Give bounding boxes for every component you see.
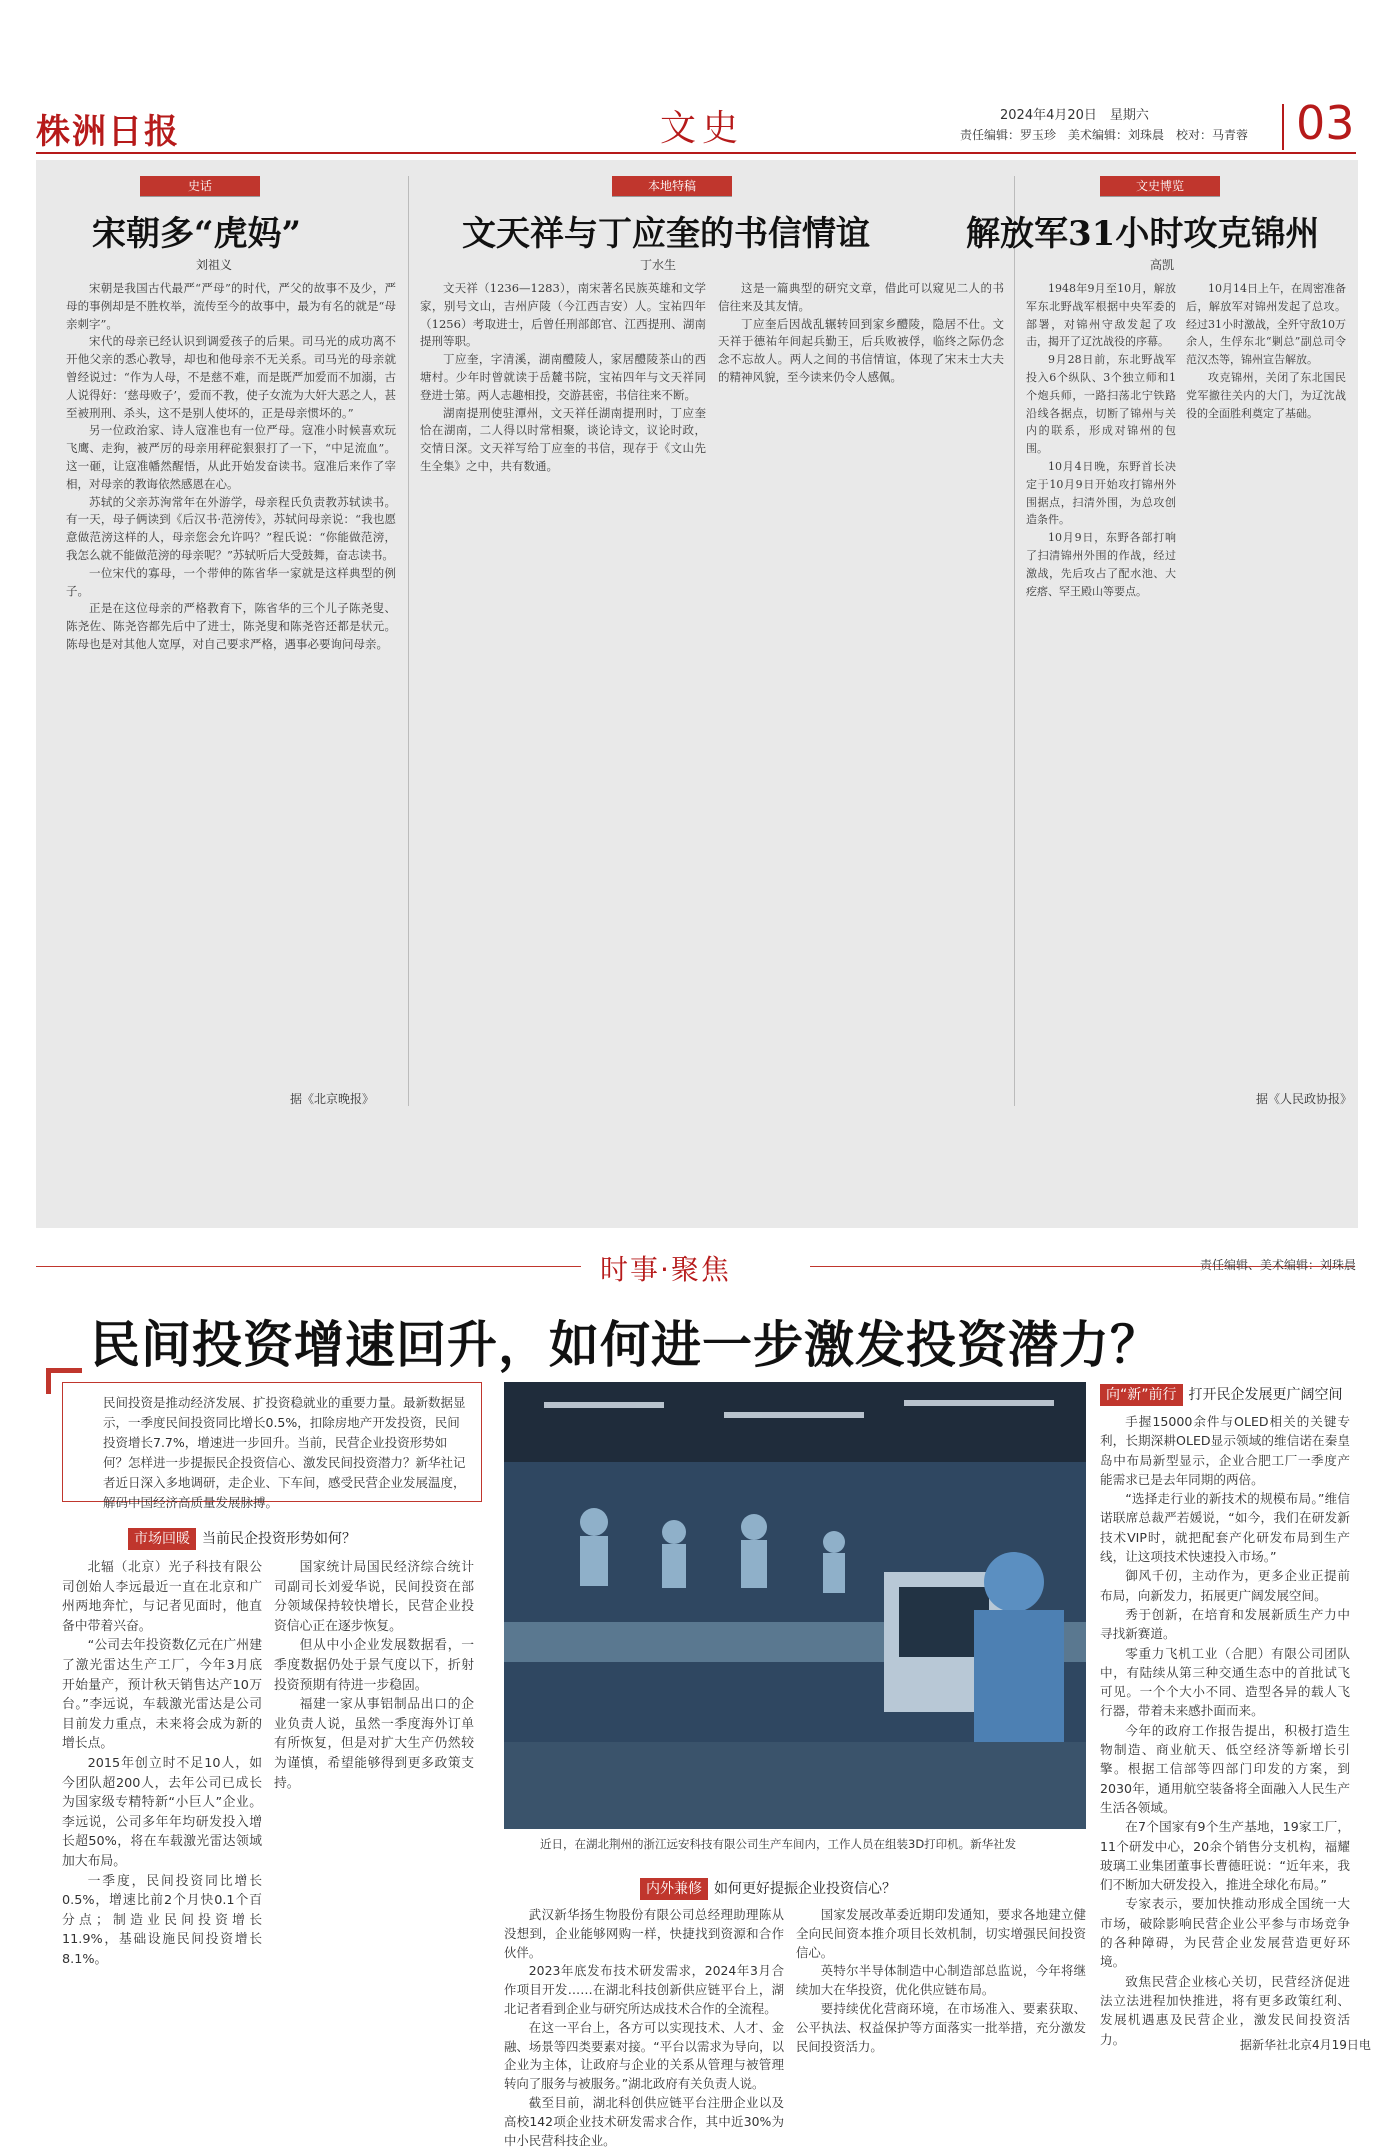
tag-underline [1100,196,1220,197]
article-source-3: 据《人民政协报》 [1256,1092,1353,1106]
issue-date: 2024年4月20日 星期六 [1000,108,1149,123]
news-headline: 民间投资增速回升，如何进一步激发投资潜力？ [90,1316,1161,1374]
article-body-2b [718,280,1004,1100]
paragraph: 专家表示，要加快推动形成全国统一大市场，破除影响民营企业公平参与市场竞争的各种障碍，为民营企业发展营造更好环境。 [1100,1896,1350,1970]
factory-photo-illustration [504,1382,1086,1829]
paragraph: 在7个国家有9个生产基地，19家工厂，11个研发中心，20余个销售分支机构，福耀玻璃工业集团董事长曹德旺说：“近年来，我们不断加大研发投入，推进全球化布局。” [1100,1819,1350,1893]
article-source-1: 据《北京晚报》 [290,1092,375,1106]
paragraph: 截至目前，湖北科创供应链平台注册企业以及高校142项企业技术研发需求合作，其中近30%为中小民营科技企业。 [504,2094,784,2148]
paragraph: 2015年创立时不足10人，如今团队超200人，去年公司已成长为国家级专精特新“小巨人”企业。李远说，公司多年年均研发投入增长超50%，将在车载激光雷达领域加大布局。 [62,1755,262,1869]
paragraph: 要持续优化营商环境，在市场准入、要素获取、公平执法、权益保护等方面落实一批举措，充分激发民间投资活力。 [796,2000,1086,2054]
paragraph: 在这一平台上，各方可以实现技术、人才、金融、场景等四类要素对接。“平台以需求为导向，以企业为主体，让政府与企业的关系从管理与被管理转向了服务与被服务。”湖北政府有关负责人说。 [504,2019,784,2092]
column-rule [1014,176,1015,1106]
paragraph: 丁应奎，字清溪，湖南醴陵人，家居醴陵茶山的西塘村。少年时曾就读于岳麓书院，宝祐四年与文天祥同登进士第。两人志趣相投，交游甚密，书信往来不断。 [420,352,706,402]
subhead-tag: 内外兼修 [640,1878,708,1900]
paragraph: 国家统计局国民经济综合统计司副司长刘爱华说，民间投资在部分领域保持较快增长，民营企业投资信心正在逐步恢复。 [274,1560,474,1634]
paragraph: 今年的政府工作报告提出，积极打造生物制造、商业航天、低空经济等新增长引擎。根据工信部等四部门印发的方案，到2030年，通用航空装备将全面融入人民生产生活各领域。 [1100,1722,1350,1815]
paragraph: 英特尔半导体制造中心制造部总监说，今年将继续加大在华投资，优化供应链布局。 [796,1963,1086,1998]
factory-photo [504,1382,1086,1829]
article-body-1 [66,280,396,1080]
page-number-divider [1282,104,1284,150]
article-headline-2: 文天祥与丁应奎的书信情谊 [462,214,870,254]
article-author-2: 丁水生 [640,258,677,272]
paragraph: 零重力飞机工业（合肥）有限公司团队中，有陆续从第三种交通生态中的首批试飞可见。一个个大小不同、造型各异的载人飞行器，带着未来感扑面而来。 [1100,1645,1350,1719]
news-body-2b [796,1906,1086,2056]
news-body-1b [274,1558,474,2048]
paragraph: 秀于创新，在培育和发展新质生产力中寻找新赛道。 [1100,1606,1350,1642]
subhead-tag: 向“新”前行 [1100,1384,1183,1406]
subhead-title: 打开民企发展更广阔空间 [1188,1387,1343,1403]
paragraph: 宋朝是我国古代最严“严母”的时代，严父的故事不及少，严母的事例却是不胜枚举，流传至今的故事中，最为有名的就是“母亲刺字”。 [66,281,396,331]
paragraph: 国家发展改革委近期印发通知，要求各地建立健全向民间资本推介项目长效机制，切实增强民间投资信心。 [796,1907,1086,1960]
section-title: 文史 [660,108,745,149]
paragraph: 手握15000余件与OLED相关的关键专利，长期深耕OLED显示领域的维信诺在秦皇岛中布局新型显示，企业合肥工厂一季度产能需求已是去年同期的两倍。 [1100,1414,1350,1487]
paragraph: 这是一篇典型的研究文章，借此可以窥见二人的书信往来及其友情。 [718,281,1004,313]
paragraph: 1948年9月至10月，解放军东北野战军根据中央军委的部署，对锦州守敌发起了攻击，揭开了辽沈战役的序幕。 [1026,282,1176,349]
masthead-rule [36,152,1356,154]
news-source-dateline: 据新华社北京4月19日电 [1240,2038,1371,2052]
paragraph: 但从中小企业发展数据看，一季度数据仍处于景气度以下，折射投资预期有待进一步稳固。 [274,1638,474,1693]
article-body-2a [420,280,706,1100]
paragraph: 湖南提刑使驻潭州，文天祥任湖南提刑时，丁应奎恰在湖南，二人得以时常相聚，谈论诗文，议论时政，交情日深。文天祥写给丁应奎的书信，现存于《文山先生全集》之中，共有数通。 [420,405,706,473]
paragraph: 丁应奎后因战乱辗转回到家乡醴陵，隐居不仕。文天祥于德祐年间起兵勤王，后兵败被俘，临终之际仍念念不忘故人。两人之间的书信情谊，体现了宋末士大夫的精神风貌，至今读来仍令人感佩。 [718,316,1004,384]
column-rule [408,176,409,1106]
paragraph: 9月28日前，东北野战军投入6个纵队、3个独立师和1个炮兵师，一路扫荡北宁铁路沿线各据点，切断了锦州与关内的联系，形成对锦州的包围。 [1026,353,1176,456]
paragraph: 福建一家从事铝制品出口的企业负责人说，虽然一季度海外订单有所恢复，但是对扩大生产仍然较为谨慎，希望能够得到更多政策支持。 [274,1697,474,1791]
subhead-title: 如何更好提振企业投资信心？ [714,1881,896,1897]
paragraph: 正是在这位母亲的严格教育下，陈省华的三个儿子陈尧叟、陈尧佐、陈尧咨都先后中了进士，陈尧叟和陈尧咨还都是状元。陈母也是对其他人宽厚，对自己要求严格，遇事必要询问母亲。 [66,601,396,651]
news-lead-box: 民间投资是推动经济发展、扩投资稳就业的重要力量。最新数据显示，一季度民间投资同比增长0.5%，扣除房地产开发投资，民间投资增长7.7%，增速进一步回升。当前，民营企业投资形势如何？怎样进一步提振民企投资信心、激发民间投资潜力？新华社记者近日深入多地调研，走企业、下车间，感受民营企业发展温度，解码中国经济高质量发展脉搏。 [62,1382,482,1502]
photo-caption: 近日，在湖北荆州的浙江远安科技有限公司生产车间内，工作人员在组装3D打印机。新华社发 [540,1837,1017,1851]
paragraph: 攻克锦州，关闭了东北国民党军撤往关内的大门，为辽沈战役的全面胜利奠定了基础。 [1186,370,1346,420]
article-tag-history: 史话 [140,176,260,196]
paragraph: 致焦民营企业核心关切，民营经济促进法立法进程加快推进，将有更多政策红利、发展机遇惠及民营企业，激发民间投资活力。 [1100,1973,1350,2047]
paragraph: 北辐（北京）光子科技有限公司创始人李远最近一直在北京和广州两地奔忙，与记者见面时，他直备中带着兴奋。 [62,1560,262,1634]
news-editors: 责任编辑、美术编辑：刘珠晨 [1200,1258,1357,1272]
article-body-3b [1186,280,1346,1080]
paragraph: 一位宋代的寡母，一个带伸的陈省华一家就是这样典型的例子。 [66,565,396,598]
paragraph: 御风千仞，主动作为，更多企业正提前布局，向新发力，拓展更广阔发展空间。 [1100,1568,1350,1603]
article-author-3: 高凯 [1150,258,1175,272]
paragraph: 苏轼的父亲苏洵常年在外游学，母亲程氏负责教苏轼读书。有一天，母子俩读到《后汉书·范滂传》，苏轼问母亲说：“我也愿意做范滂这样的人，母亲您会允许吗？”程氏说：“你能做范滂，我怎么就不能做范滂的母亲呢？”苏轼听后大受鼓舞，奋志读书。 [66,494,396,562]
paragraph: 另一位政治家、诗人寇准也有一位严母。寇准小时候喜欢玩飞鹰、走狗，被严厉的母亲用秤砣狠狠打了一下，“中足流血”。这一砸，让寇准幡然醒悟，从此开始发奋读书。寇准后来作了宰相，对母亲的教诲依然感恩在心。 [66,423,396,491]
article-body-3a [1026,280,1176,1080]
tag-underline [140,196,260,197]
subhead-confidence [640,1878,896,1900]
article-tag-local: 本地特稿 [612,176,732,196]
article-author-1: 刘祖义 [196,258,233,272]
subhead-title: 当前民企投资形势如何？ [202,1531,356,1547]
article-headline-1: 宋朝多“虎妈” [92,214,302,254]
paragraph: 文天祥（1236—1283），南宋著名民族英雄和文学家，别号文山，吉州庐陵（今江西吉安）人。宝祐四年（1256）考取进士，后曾任刑部郎官、江西提刑、湖南提刑等职。 [420,281,706,349]
paragraph: “选择走行业的新技术的规模布局。”维信诺联席总裁严若媛说，“如今，我们在研发新技术VIP时，就把配套产化研发布局到生产线，让这项技术快速投入市场。” [1100,1491,1350,1565]
subhead-tag: 市场回暖 [128,1528,196,1550]
paragraph: 10月9日，东野各部打响了扫清锦州外围的作战，经过激战，先后攻占了配水池、大疙瘩、罕王殿山等要点。 [1026,531,1176,598]
article-headline-3: 解放军31小时攻克锦州 [966,214,1320,254]
paragraph: 宋代的母亲已经认识到调爱孩子的后果。司马光的成功离不开他父亲的悉心教导，却也和他母亲不无关系。司马光的母亲就曾经说过：“作为人母，不是慈不难，而是既严加爱而不加溺，古人说得好：‘慈母败子’，爱而不教，使子女流为大奸大恶之人，甚至被刑刑、杀头，这不是别人使坏的，正是母亲惯坏的。” [66,334,396,420]
news-body-2a [504,1906,784,2148]
paragraph: “公司去年投资数亿元在广州建了激光雷达生产工厂，今年3月底开始量产，预计秋天销售达产10万台。”李远说，车载激光雷达是公司目前发力重点，未来将会成为新的增长点。 [62,1638,262,1752]
subhead-market [128,1528,356,1550]
news-section-tag: 时事·聚焦 [600,1253,731,1286]
newspaper-logo: 株洲日报 [36,112,180,152]
paragraph: 一季度，民间投资同比增长0.5%，增速比前2个月快0.1个百分点；制造业民间投资增长11.9%，基础设施民间投资增长8.1%。 [62,1873,262,1967]
paragraph: 武汉新华扬生物股份有限公司总经理助理陈从没想到，企业能够网购一样，快捷找到资源和合作伙伴。 [504,1907,784,1960]
paragraph: 10月4日晚，东野首长决定于10月9日开始攻打锦州外围据点，扫清外围，为总攻创造条件。 [1026,459,1176,527]
page-number: 03 [1296,96,1355,150]
tag-underline [612,196,732,197]
paragraph: 2023年底发布技术研发需求，2024年3月合作项目开发……在湖北科技创新供应链平台上，湖北记者看到企业与研究所达成技术合作的全流程。 [504,1963,784,2016]
paragraph: 10月14日上午，在周密准备后，解放军对锦州发起了总攻。经过31小时激战，全歼守敌10万余人，生俘东北“剿总”副总司令范汉杰等，锦州宣告解放。 [1186,282,1346,367]
subhead-new-direction [1100,1384,1343,1406]
section-rule-left [36,1266,581,1267]
news-body-1a [62,1558,262,2048]
page-editors: 责任编辑：罗玉珍 美术编辑：刘珠晨 校对：马青蓉 [960,128,1249,142]
article-tag-history-digest: 文史博览 [1100,176,1220,196]
